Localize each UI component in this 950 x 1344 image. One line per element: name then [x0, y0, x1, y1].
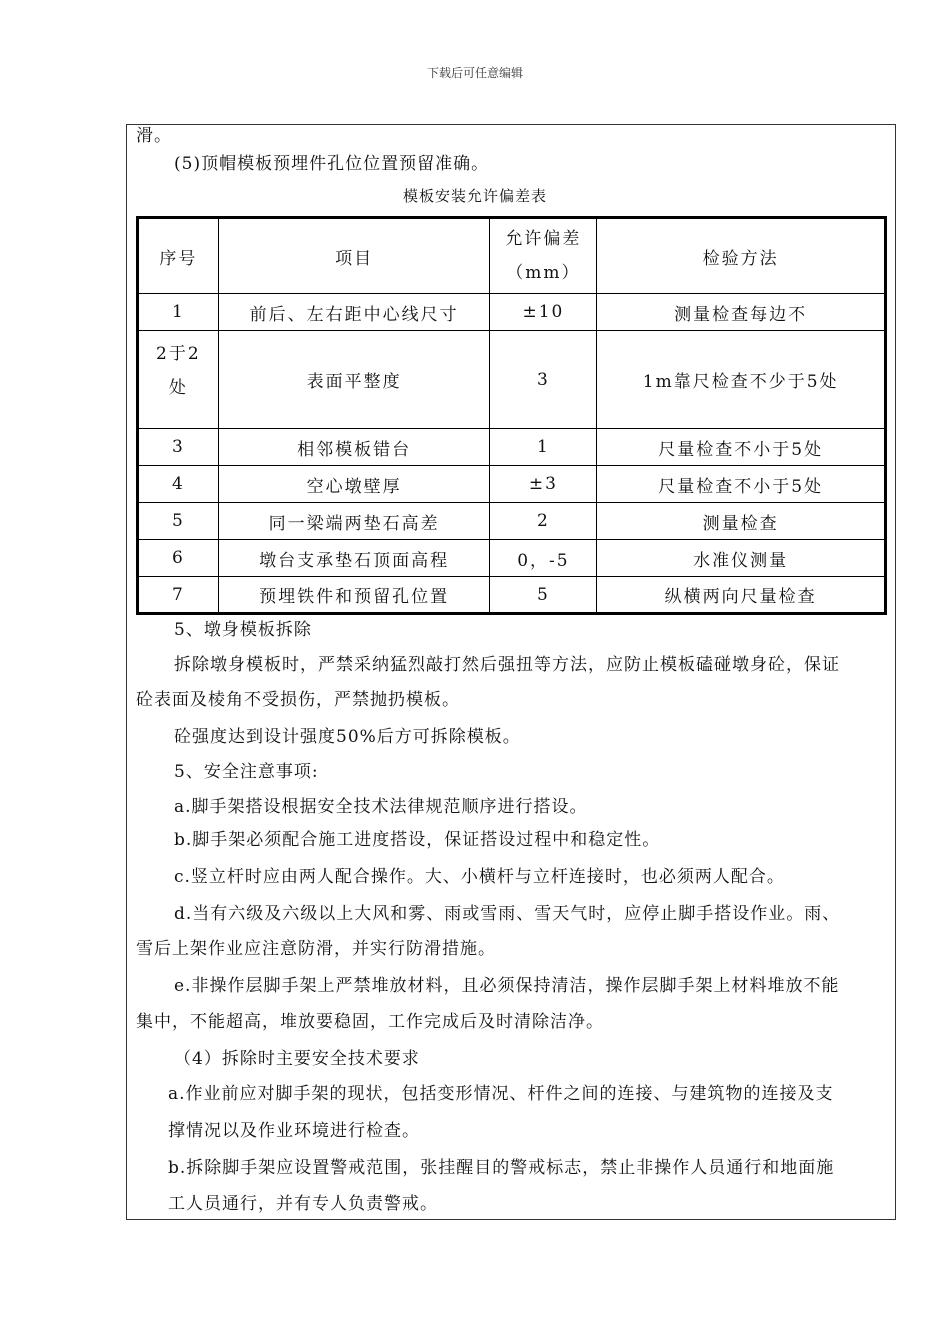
table-cell: 空心墩壁厚 [218, 466, 490, 503]
table-cell: 水准仪测量 [597, 540, 886, 577]
table-row [138, 466, 886, 503]
table-cell [138, 331, 219, 429]
text-line: (5)顶帽模板预埋件孔位位置预留准确。 [174, 154, 490, 174]
table-cell: 5 [138, 503, 219, 540]
table-cell: 表面平整度 [218, 331, 490, 429]
list-item: e.非操作层脚手架上严禁堆放材料，且必须保持清洁，操作层脚手架上材料堆放不能 [174, 976, 840, 996]
section-heading: 5、墩身模板拆除 [174, 620, 312, 640]
table-cell-text: 2于2 处 [156, 344, 201, 398]
header-cell [490, 218, 597, 294]
header-note: 下载后可任意编辑 [426, 66, 523, 80]
table-cell: 1 [138, 294, 219, 331]
list-item: d.当有六级及六级以上大风和雾、雨或雪雨、雪天气时，应停止脚手搭设作业。雨、 [174, 904, 841, 924]
table-cell: 前后、左右距中心线尺寸 [218, 294, 490, 331]
text-line: 拆除墩身模板时，严禁采纳猛烈敲打然后强扭等方法，应防止模板磕碰墩身砼，保证 [174, 655, 840, 675]
table-cell: 3 [490, 331, 597, 429]
table-cell: 尺量检查不小于5处 [597, 429, 886, 466]
table-cell: 同一梁端两垫石高差 [218, 503, 490, 540]
text-line: 雪后上架作业应注意防滑，并实行防滑措施。 [136, 939, 496, 959]
table-row [138, 503, 886, 540]
table-cell: 纵横两向尺量检查 [597, 577, 886, 614]
table-cell: ±3 [490, 466, 597, 503]
text-line: 砼强度达到设计强度50%后方可拆除模板。 [174, 727, 521, 747]
table-row [138, 577, 886, 614]
text-line: 集中，不能超高，堆放要稳固，工作完成后及时清除洁净。 [136, 1012, 604, 1032]
table-cell: 6 [138, 540, 219, 577]
header-cell: 检验方法 [597, 218, 886, 294]
text-line: 滑。 [136, 126, 172, 146]
table-cell: 1 [490, 429, 597, 466]
table-row [138, 331, 886, 429]
table-row [138, 540, 886, 577]
section-heading: （4）拆除时主要安全技术要求 [174, 1049, 420, 1069]
table-cell: 墩台支承垫石顶面高程 [218, 540, 490, 577]
table-caption: 模板安装允许偏差表 [402, 187, 547, 205]
text-line: 砼表面及棱角不受损伤，严禁抛扔模板。 [136, 690, 460, 710]
table-cell: 0，-5 [490, 540, 597, 577]
header-cell: 序号 [138, 218, 219, 294]
table-cell: 3 [138, 429, 219, 466]
table-row [138, 429, 886, 466]
table-header-row [138, 218, 886, 294]
header-cell: 项目 [218, 218, 490, 294]
list-item: b.拆除脚手架应设置警戒范围，张挂醒目的警戒标志，禁止非操作人员通行和地面施 [168, 1158, 835, 1178]
table-row [138, 294, 886, 331]
table-cell: 4 [138, 466, 219, 503]
table-cell: 相邻模板错台 [218, 429, 490, 466]
list-item: a.脚手架搭设根据安全技术法律规范顺序进行搭设。 [174, 797, 588, 817]
table-cell: 5 [490, 577, 597, 614]
table-cell: 测量检查每边不 [597, 294, 886, 331]
header-cell-text: 允许偏差 （mm） [505, 229, 582, 283]
list-item: c.竖立杆时应由两人配合操作。大、小横杆与立杆连接时，也必须两人配合。 [174, 867, 785, 887]
table-cell: 预埋铁件和预留孔位置 [218, 577, 490, 614]
list-item: b.脚手架必须配合施工进度搭设，保证搭设过程中和稳定性。 [174, 830, 661, 850]
tolerance-table [136, 216, 887, 615]
text-line: 撑情况以及作业环境进行检查。 [168, 1121, 420, 1141]
table-cell: ±10 [490, 294, 597, 331]
text-line: 工人员通行，并有专人负责警戒。 [168, 1194, 438, 1214]
section-heading: 5、安全注意事项: [174, 762, 319, 782]
table-cell: 2 [490, 503, 597, 540]
table-cell: 7 [138, 577, 219, 614]
table-cell: 1m靠尺检查不少于5处 [597, 331, 886, 429]
table-cell: 测量检查 [597, 503, 886, 540]
list-item: a.作业前应对脚手架的现状，包括变形情况、杆件之间的连接、与建筑物的连接及支 [168, 1084, 834, 1104]
table-cell: 尺量检查不小于5处 [597, 466, 886, 503]
